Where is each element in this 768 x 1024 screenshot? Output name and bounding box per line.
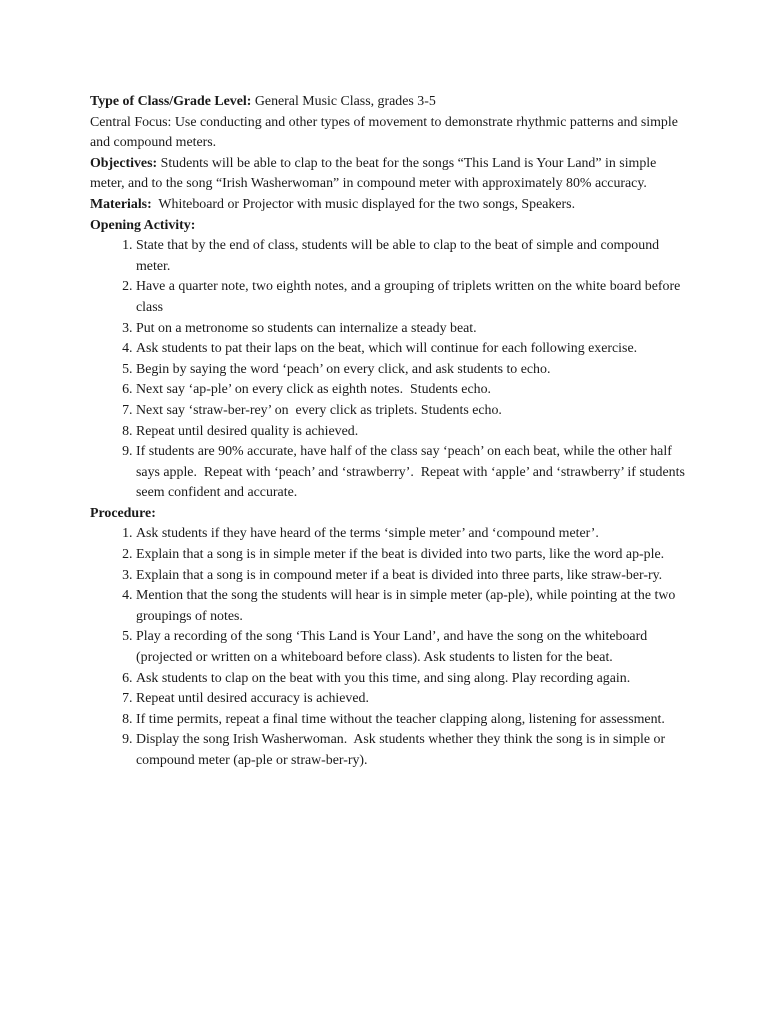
- opening-activity-heading: Opening Activity:: [90, 217, 196, 233]
- procedure-item: 7. Repeat until desired accuracy is achieved.: [136, 689, 690, 710]
- type-of-class-label: Type of Class/Grade Level:: [90, 94, 252, 109]
- procedure-item: 2. Explain that a song is in simple meter if the beat is divided into two parts, like the word ap-ple.: [136, 545, 690, 566]
- materials-label: Materials:: [90, 196, 152, 212]
- opening-item: 5. Begin by saying the word ‘peach’ on every click, and ask students to echo.: [136, 360, 690, 381]
- opening-item: 9. If students are 90% accurate, have half of the class say ‘peach’ on each beat, while the other half says apple. Repeat with ‘peach’ and ‘strawberry’. Repeat with ‘apple’ and ‘strawberry’ if students seem confident and accurate.: [136, 442, 690, 504]
- materials-line: [90, 195, 690, 216]
- procedure-item: 4. Mention that the song the students will hear is in simple meter (ap-ple), while pointing at the two groupings of notes.: [136, 586, 690, 627]
- central-focus: Central Focus: Use conducting and other types of movement to demonstrate rhythmic patterns and simple and compound meters.: [90, 114, 678, 151]
- opening-activity-list: [90, 236, 690, 504]
- procedure-item: 9. Display the song Irish Washerwoman. Ask students whether they think the song is in simple or compound meter (ap-ple or straw-ber-ry).: [136, 730, 690, 771]
- materials-value: Whiteboard or Projector with music displayed for the two songs, Speakers.: [151, 196, 576, 212]
- opening-item: 7. Next say ‘straw-ber-rey’ on every click as triplets. Students echo.: [136, 401, 690, 422]
- type-of-class-line: [90, 92, 690, 113]
- opening-item: 8. Repeat until desired quality is achieved.: [136, 422, 690, 443]
- opening-item: 2. Have a quarter note, two eighth notes, and a grouping of triplets written on the white board before class: [136, 277, 690, 318]
- objectives-label: Objectives:: [90, 155, 158, 171]
- objectives-line: [90, 154, 690, 195]
- opening-item: 6. Next say ‘ap-ple’ on every click as eighth notes. Students echo.: [136, 380, 690, 401]
- procedure-item: 8. If time permits, repeat a final time without the teacher clapping along, listening for assessment.: [136, 710, 690, 731]
- objectives-value: Students will be able to clap to the beat for the songs “This Land is Your Land” in simple meter, and to the song “Irish Washerwoman” in compound meter with approximately 80% accuracy.: [90, 155, 657, 192]
- lesson-plan-document: [90, 92, 690, 772]
- opening-item: 3. Put on a metronome so students can internalize a steady beat.: [136, 319, 690, 340]
- procedure-item: 6. Ask students to clap on the beat with you this time, and sing along. Play recording again.: [136, 669, 690, 690]
- procedure-list: [90, 524, 690, 771]
- opening-item: 1. State that by the end of class, students will be able to clap to the beat of simple and compound meter.: [136, 236, 690, 277]
- procedure-item: 1. Ask students if they have heard of the terms ‘simple meter’ and ‘compound meter’.: [136, 524, 690, 545]
- procedure-heading: Procedure:: [90, 505, 156, 521]
- procedure-item: 5. Play a recording of the song ‘This Land is Your Land’, and have the song on the whiteboard (projected or written on a whiteboard before class). Ask students to listen for the beat.: [136, 627, 690, 668]
- procedure-item: 3. Explain that a song is in compound meter if a beat is divided into three parts, like straw-ber-ry.: [136, 566, 690, 587]
- opening-item: 4. Ask students to pat their laps on the beat, which will continue for each following exercise.: [136, 339, 690, 360]
- type-of-class-value: General Music Class, grades 3-5: [251, 94, 436, 109]
